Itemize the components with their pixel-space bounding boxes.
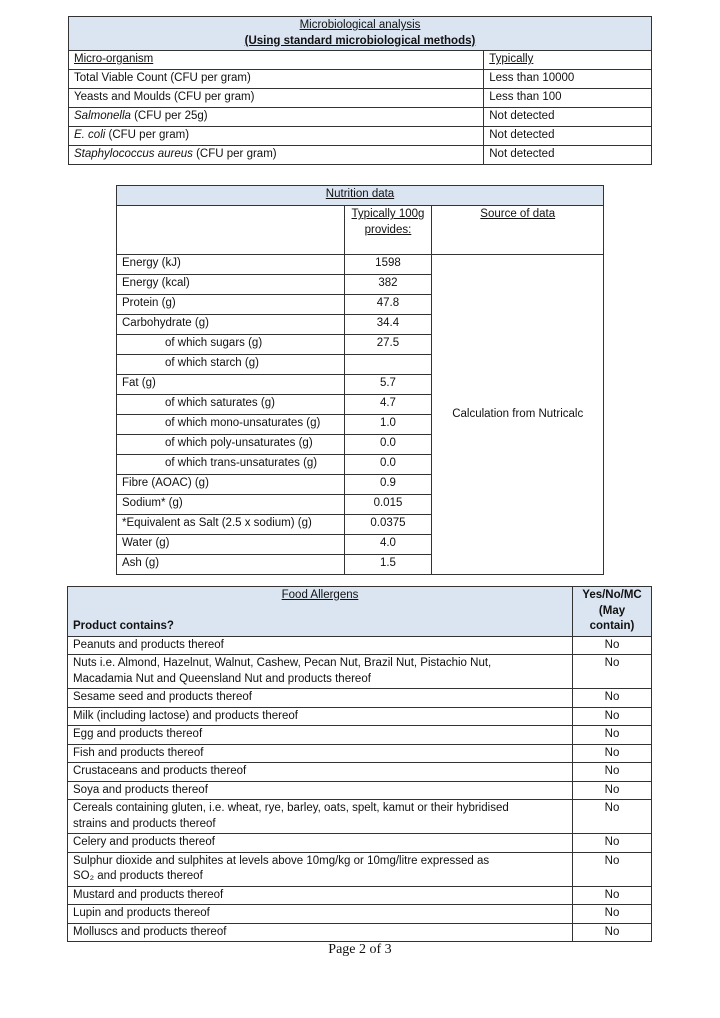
table-row [68, 655, 652, 689]
nutrition-title: Nutrition data [117, 186, 604, 206]
micro-header [69, 17, 652, 51]
nutrient-label: Sodium* (g) [117, 495, 345, 515]
table-row [68, 923, 652, 942]
allergen-label: Sulphur dioxide and sulphites at levels above 10mg/kg or 10mg/litre expressed as SO₂ and products thereof [68, 852, 573, 886]
allergen-value: No [573, 905, 652, 924]
nutrient-label: of which starch (g) [117, 355, 345, 375]
nutrient-value: 0.0375 [344, 515, 432, 535]
allergens-table [67, 586, 652, 942]
allergen-label: Lupin and products thereof [68, 905, 573, 924]
nutrient-value: 4.0 [344, 535, 432, 555]
allergen-label: Cereals containing gluten, i.e. wheat, rye, barley, oats, spelt, kamut or their hybridised strains and products thereof [68, 800, 573, 834]
allergens-title: Food Allergens [281, 589, 359, 601]
nutrient-label: *Equivalent as Salt (2.5 x sodium) (g) [117, 515, 345, 535]
nutrition-source: Calculation from Nutricalc [432, 255, 604, 575]
allergen-label: Mustard and products thereof [68, 886, 573, 905]
table-row [69, 108, 652, 127]
nutrient-label: Water (g) [117, 535, 345, 555]
nutrient-label: of which saturates (g) [117, 395, 345, 415]
allergen-label: Peanuts and products thereof [68, 636, 573, 655]
nutrient-label: of which poly-unsaturates (g) [117, 435, 345, 455]
nutrient-label: Fibre (AOAC) (g) [117, 475, 345, 495]
table-row [68, 763, 652, 782]
nutrient-label: of which sugars (g) [117, 335, 345, 355]
allergen-value: No [573, 726, 652, 745]
nutrition-table [116, 185, 604, 575]
organism-value: Not detected [484, 146, 652, 165]
table-row [117, 255, 604, 275]
table-row [69, 146, 652, 165]
nutrient-value: 27.5 [344, 335, 432, 355]
allergen-value: No [573, 655, 652, 689]
table-row [69, 89, 652, 108]
nutrient-value: 0.0 [344, 455, 432, 475]
page-number: Page 2 of 3 [328, 942, 392, 957]
table-row [68, 689, 652, 708]
nutrient-value: 0.0 [344, 435, 432, 455]
organism-name: E. coli (CFU per gram) [69, 127, 484, 146]
allergen-value: No [573, 763, 652, 782]
nutrition-label-header [117, 206, 345, 255]
table-row [69, 127, 652, 146]
table-row [68, 707, 652, 726]
allergen-value: No [573, 707, 652, 726]
allergen-label: Crustaceans and products thereof [68, 763, 573, 782]
micro-title: Microbiological analysis [299, 19, 421, 31]
allergens-header [68, 587, 573, 637]
allergen-value: No [573, 744, 652, 763]
allergens-col-header: Yes/No/MC (May contain) [573, 587, 652, 637]
nutrient-label: Energy (kcal) [117, 275, 345, 295]
allergen-label: Milk (including lactose) and products thereof [68, 707, 573, 726]
nutrition-value-header: Typically 100g provides: [344, 206, 432, 255]
allergen-label: Soya and products thereof [68, 781, 573, 800]
table-row [68, 781, 652, 800]
allergen-value: No [573, 689, 652, 708]
allergen-value: No [573, 834, 652, 853]
allergen-label: Egg and products thereof [68, 726, 573, 745]
table-row [68, 834, 652, 853]
organism-name: Salmonella (CFU per 25g) [69, 108, 484, 127]
allergen-value: No [573, 800, 652, 834]
organism-value: Not detected [484, 108, 652, 127]
organism-value: Not detected [484, 127, 652, 146]
nutrient-value: 1598 [344, 255, 432, 275]
organism-name: Total Viable Count (CFU per gram) [69, 70, 484, 89]
micro-subtitle: (Using standard microbiological methods) [244, 34, 476, 47]
table-row [68, 852, 652, 886]
nutrient-value [344, 355, 432, 375]
allergen-label: Sesame seed and products thereof [68, 689, 573, 708]
allergen-value: No [573, 923, 652, 942]
nutrient-value: 0.9 [344, 475, 432, 495]
table-row [68, 726, 652, 745]
nutrient-value: 34.4 [344, 315, 432, 335]
nutrition-source-header: Source of data [432, 206, 604, 255]
organism-value: Less than 10000 [484, 70, 652, 89]
allergen-label: Celery and products thereof [68, 834, 573, 853]
microbiological-table [68, 16, 652, 165]
nutrient-label: Carbohydrate (g) [117, 315, 345, 335]
nutrient-label: Protein (g) [117, 295, 345, 315]
table-row [68, 886, 652, 905]
allergen-label: Fish and products thereof [68, 744, 573, 763]
allergen-value: No [573, 852, 652, 886]
table-row [69, 70, 652, 89]
nutrient-label: Fat (g) [117, 375, 345, 395]
table-row [68, 744, 652, 763]
nutrient-value: 382 [344, 275, 432, 295]
nutrient-label: Ash (g) [117, 555, 345, 575]
nutrient-value: 1.0 [344, 415, 432, 435]
nutrient-label: of which mono-unsaturates (g) [117, 415, 345, 435]
organism-value: Less than 100 [484, 89, 652, 108]
table-row [68, 800, 652, 834]
allergen-value: No [573, 781, 652, 800]
allergen-label: Nuts i.e. Almond, Hazelnut, Walnut, Cashew, Pecan Nut, Brazil Nut, Pistachio Nut, Macadamia Nut and Queensland Nut and products thereof [68, 655, 573, 689]
micro-col-typically: Typically [484, 51, 652, 70]
table-row [68, 636, 652, 655]
nutrient-label: of which trans-unsaturates (g) [117, 455, 345, 475]
nutrient-value: 4.7 [344, 395, 432, 415]
allergen-value: No [573, 886, 652, 905]
organism-name: Yeasts and Moulds (CFU per gram) [69, 89, 484, 108]
allergen-value: No [573, 636, 652, 655]
nutrient-value: 0.015 [344, 495, 432, 515]
table-row [68, 905, 652, 924]
nutrient-value: 1.5 [344, 555, 432, 575]
nutrient-label: Energy (kJ) [117, 255, 345, 275]
allergen-label: Molluscs and products thereof [68, 923, 573, 942]
organism-name: Staphylococcus aureus (CFU per gram) [69, 146, 484, 165]
micro-col-organism: Micro-organism [69, 51, 484, 70]
product-contains-label: Product contains? [73, 620, 174, 633]
nutrient-value: 47.8 [344, 295, 432, 315]
nutrient-value: 5.7 [344, 375, 432, 395]
